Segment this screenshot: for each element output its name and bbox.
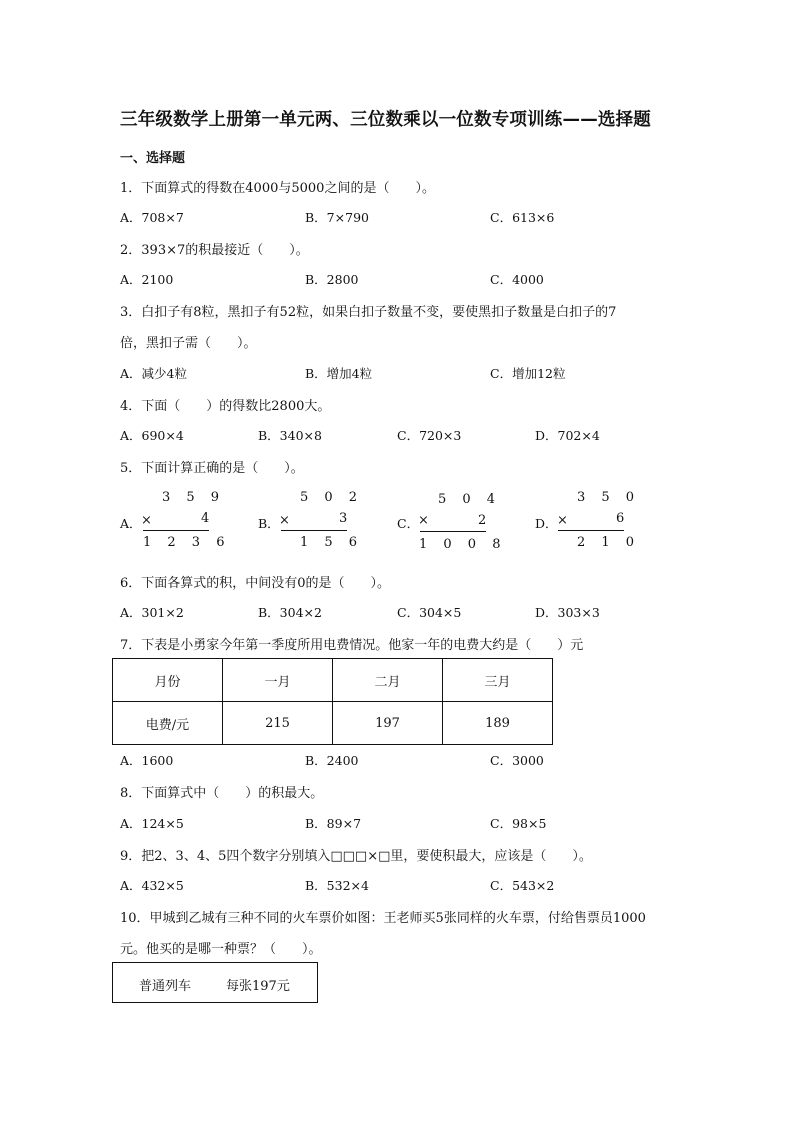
table-cell: 一月 xyxy=(223,659,333,702)
q1-option-c: C．613×6 xyxy=(490,210,555,225)
ticket-price: 每张197元 xyxy=(226,979,290,994)
q5b-multiplicand: 5 0 2 xyxy=(300,490,364,505)
q9-option-b: B．532×4 xyxy=(305,878,369,893)
table-row xyxy=(113,702,553,745)
question-9: 9．把2、3、4、5四个数字分别填入□□□×□里，要使积最大，应该是（ ）。 xyxy=(120,849,592,864)
q3-option-a: A．减少4粒 xyxy=(120,366,187,381)
q5c-line xyxy=(420,531,486,532)
ticket-price-box xyxy=(112,962,318,1003)
q3-option-c: C．增加12粒 xyxy=(490,366,566,381)
question-3-line-1: 3．白扣子有8粒，黑扣子有52粒，如果白扣子数量不变，要使黑扣子数量是白扣子的7 xyxy=(120,305,617,320)
q9-option-c: C．543×2 xyxy=(490,878,555,893)
q5c-multiplicand: 5 0 4 xyxy=(438,492,502,507)
q6-option-c: C．304×5 xyxy=(397,605,462,620)
q7-option-c: C．3000 xyxy=(490,753,544,768)
q4-option-d: D．702×4 xyxy=(535,428,600,443)
q5a-result: 1 2 3 6 xyxy=(143,535,231,550)
q6-option-d: D．303×3 xyxy=(535,605,600,620)
q5c-result: 1 0 0 8 xyxy=(419,537,507,552)
q5c-label: C． xyxy=(397,516,420,531)
q5b-line xyxy=(281,530,347,531)
q5a-times-sign: × xyxy=(141,513,152,528)
q5b-times-sign: × xyxy=(279,513,290,528)
question-1: 1．下面算式的得数在4000与5000之间的是（ ）。 xyxy=(120,181,435,196)
q5d-result: 2 1 0 xyxy=(577,535,641,550)
q7-option-b: B．2400 xyxy=(305,753,359,768)
question-3-line-2: 倍，黑扣子需（ ）。 xyxy=(120,336,257,351)
q8-option-b: B．89×7 xyxy=(305,816,362,831)
q5b-result: 1 5 6 xyxy=(300,535,364,550)
q5c-times-sign: × xyxy=(418,513,429,528)
question-10-line-1: 10．甲城到乙城有三种不同的火车票价如图：王老师买5张同样的火车票，付给售票员1000 xyxy=(120,911,646,926)
q5c-multiplier: 2 xyxy=(478,513,487,528)
table-cell: 电费/元 xyxy=(113,702,223,745)
q5b-label: B． xyxy=(258,516,280,531)
q8-option-a: A．124×5 xyxy=(120,816,184,831)
electricity-table xyxy=(112,658,553,745)
q5d-multiplicand: 3 5 0 xyxy=(577,490,641,505)
q4-option-c: C．720×3 xyxy=(397,428,462,443)
q5a-line xyxy=(143,530,209,531)
table-cell: 215 xyxy=(223,702,333,745)
q6-option-a: A．301×2 xyxy=(120,605,184,620)
q6-option-b: B．304×2 xyxy=(258,605,322,620)
section-heading: 一、选择题 xyxy=(120,151,186,166)
q2-option-b: B．2800 xyxy=(305,272,359,287)
q5a-label: A． xyxy=(120,516,142,531)
question-2: 2．393×7的积最接近（ ）。 xyxy=(120,243,309,258)
q9-option-a: A．432×5 xyxy=(120,878,184,893)
table-cell: 197 xyxy=(333,702,443,745)
q5b-multiplier: 3 xyxy=(339,511,348,526)
question-4: 4．下面（ ）的得数比2800大。 xyxy=(120,399,331,414)
q5d-multiplier: 6 xyxy=(616,511,625,526)
question-8: 8．下面算式中（ ）的积最大。 xyxy=(120,786,324,801)
q8-option-c: C．98×5 xyxy=(490,816,547,831)
table-cell: 三月 xyxy=(443,659,553,702)
q2-option-a: A．2100 xyxy=(120,272,174,287)
q4-option-a: A．690×4 xyxy=(120,428,184,443)
table-cell: 189 xyxy=(443,702,553,745)
q4-option-b: B．340×8 xyxy=(258,428,322,443)
question-5: 5．下面计算正确的是（ ）。 xyxy=(120,461,304,476)
question-7: 7．下表是小勇家今年第一季度所用电费情况。他家一年的电费大约是（ ）元 xyxy=(120,638,584,653)
table-cell: 月份 xyxy=(113,659,223,702)
q1-option-a: A．708×7 xyxy=(120,210,184,225)
q5a-multiplier: 4 xyxy=(201,511,210,526)
q1-option-b: B．7×790 xyxy=(305,210,369,225)
q5d-times-sign: × xyxy=(557,513,568,528)
q5d-label: D． xyxy=(535,516,558,531)
ticket-type: 普通列车 xyxy=(139,979,192,994)
page-title: 三年级数学上册第一单元两、三位数乘以一位数专项训练——选择题 xyxy=(120,110,651,130)
question-6: 6．下面各算式的积，中间没有0的是（ ）。 xyxy=(120,576,391,591)
q5d-line xyxy=(558,530,624,531)
q7-option-a: A．1600 xyxy=(120,753,174,768)
question-10-line-2: 元。他买的是哪一种票？（ ）。 xyxy=(120,942,322,957)
q3-option-b: B．增加4粒 xyxy=(305,366,373,381)
q5a-multiplicand: 3 5 9 xyxy=(162,490,226,505)
table-header-row xyxy=(113,659,553,702)
q2-option-c: C．4000 xyxy=(490,272,544,287)
table-cell: 二月 xyxy=(333,659,443,702)
